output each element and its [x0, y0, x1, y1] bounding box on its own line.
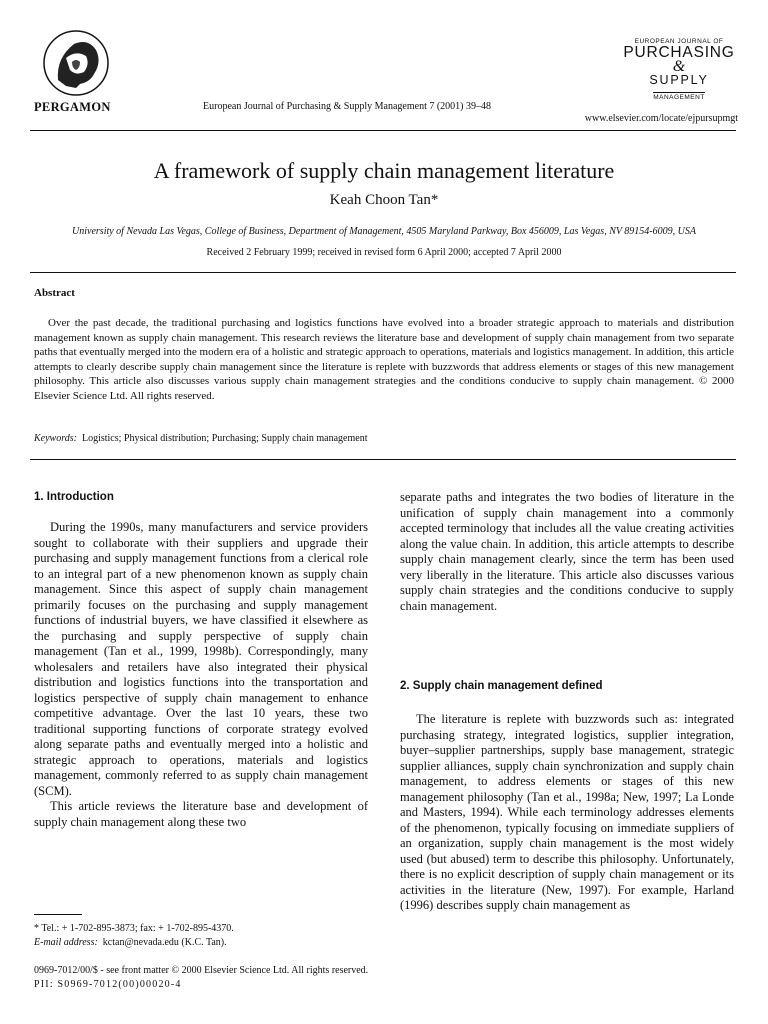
elsevier-tree-logo [36, 28, 116, 98]
article-title: A framework of supply chain management literature [153, 158, 615, 183]
journal-logo-management: MANAGEMENT [653, 94, 705, 101]
footer-pii: PII: S0969-7012(00)00020-4 [34, 979, 182, 990]
journal-logo-purchasing: PURCHASING [623, 44, 735, 61]
journal-logo [620, 38, 738, 104]
section-heading-introduction: 1. Introduction [34, 491, 114, 503]
footnote-contact: * Tel.: + 1-702-895-3873; fax: + 1-702-895-4370. [34, 923, 234, 934]
intro-paragraph-continued: separate paths and integrates the two bodies of literature in the unification of supply chain management into a commonly accepted terminology that includes all the value creating activities along the value chain. In addition, this article attempts to describe supply chain management clearly, since the term has been used very liberally in the literature. This article also discusses various supply chain strategies and the conditions conducive to supply chain management. [400, 490, 734, 613]
footnote-email-label: E-mail address: [34, 937, 98, 948]
right-column-top [400, 490, 734, 614]
keywords-label: Keywords: [34, 433, 77, 444]
author-footnote [34, 922, 234, 950]
journal-logo-supply: SUPPLY [649, 73, 709, 87]
article-dates: Received 2 February 1999; received in revised form 6 April 2000; accepted 7 April 2000 [206, 247, 562, 258]
header-divider [30, 130, 736, 131]
publisher-name: PERGAMON [34, 100, 111, 114]
page-footer [34, 964, 368, 992]
abstract-body: Over the past decade, the traditional purchasing and logistics functions have evolved into a broader strategic approach to materials and distribution management known as supply chain management. This research reviews the literature base and development of supply chain management from two separate paths that eventually merged into the modern era of a holistic and strategic approach to operations, materials and logistics management. In addition, this article attempts to clearly describe supply chain management since the literature is replete with buzzwords that address elements or stages of this new management philosophy. This article also discusses various supply chain management strategies and the conditions conducive to supply chain management. © 2000 Elsevier Science Ltd. All rights reserved. [34, 317, 734, 402]
journal-logo-top: EUROPEAN JOURNAL OF [634, 38, 724, 45]
footnote-divider [34, 914, 82, 915]
abstract-heading: Abstract [34, 287, 75, 299]
footnote-email-link[interactable]: kctan@nevada.edu (K.C. Tan). [102, 937, 227, 948]
author-affiliation: University of Nevada Las Vegas, College of Business, Department of Management, 4505 Maryland Parkway, Box 456009, Las Vegas, NV 89154-6009, USA [72, 226, 696, 237]
keywords-text: Logistics; Physical distribution; Purchasing; Supply chain management [81, 433, 368, 444]
right-column-bottom [400, 712, 734, 914]
journal-citation: European Journal of Purchasing & Supply Management 7 (2001) 39–48 [203, 101, 492, 112]
article-author: Keah Choon Tan* [329, 192, 439, 208]
title-divider [30, 272, 736, 273]
keywords [34, 433, 368, 444]
scm-defined-paragraph-1: The literature is replete with buzzwords such as: integrated purchasing strategy, integrated logistics, supplier integration, buyer–supplier partnerships, supply base management, strategic supplier alliances, supply chain synchronization and supply chain management, to address elements or stages of this new management philosophy (Tan et al., 1998a; New, 1997; La Londe and Masters, 1994). While each terminology addresses elements of the phenomenon, typically focusing on immediate suppliers of an organization, supply chain management is the most widely used (but abused) term to describe this philosophy. Unfortunately, there is no explicit description of supply chain management or its activities in the literature (New, 1997). For example, Harland (1996) describes supply chain management as [400, 712, 734, 912]
footer-issn: 0969-7012/00/$ - see front matter © 2000 Elsevier Science Ltd. All rights reserved. [34, 965, 369, 976]
intro-paragraph-1: During the 1990s, many manufacturers and service providers sought to collaborate with their suppliers and upgrade their purchasing and supply management functions from a clerical role to an integral part of a new phenomenon known as supply chain management. Since this aspect of supply chain management primarily focuses on the purchasing and supply management functions of industrial buyers, we have classified it elsewhere as the purchasing and supply perspective of supply chain management (Tan et al., 1999, 1998b). Correspondingly, many wholesalers and retailers have also integrated their physical distribution and logistics functions into the transportation and logistics perspective of supply chain management to enhance competitive advantage. Over the last 10 years, these two traditional supporting functions of corporate strategy evolved along separate paths and eventually merged into a holistic and strategic approach to operations, materials and logistics management, commonly referred to as supply chain management (SCM). [34, 520, 368, 798]
left-column [34, 520, 368, 830]
journal-logo-ampersand: & [672, 58, 686, 75]
section-heading-scm-defined: 2. Supply chain management defined [400, 680, 603, 692]
journal-url-link[interactable]: www.elsevier.com/locate/ejpursupmgt [584, 113, 738, 124]
intro-paragraph-2: This article reviews the literature base and development of supply chain management along these two [34, 799, 368, 829]
abstract-divider [30, 459, 736, 460]
footnote-email-line [34, 936, 234, 950]
